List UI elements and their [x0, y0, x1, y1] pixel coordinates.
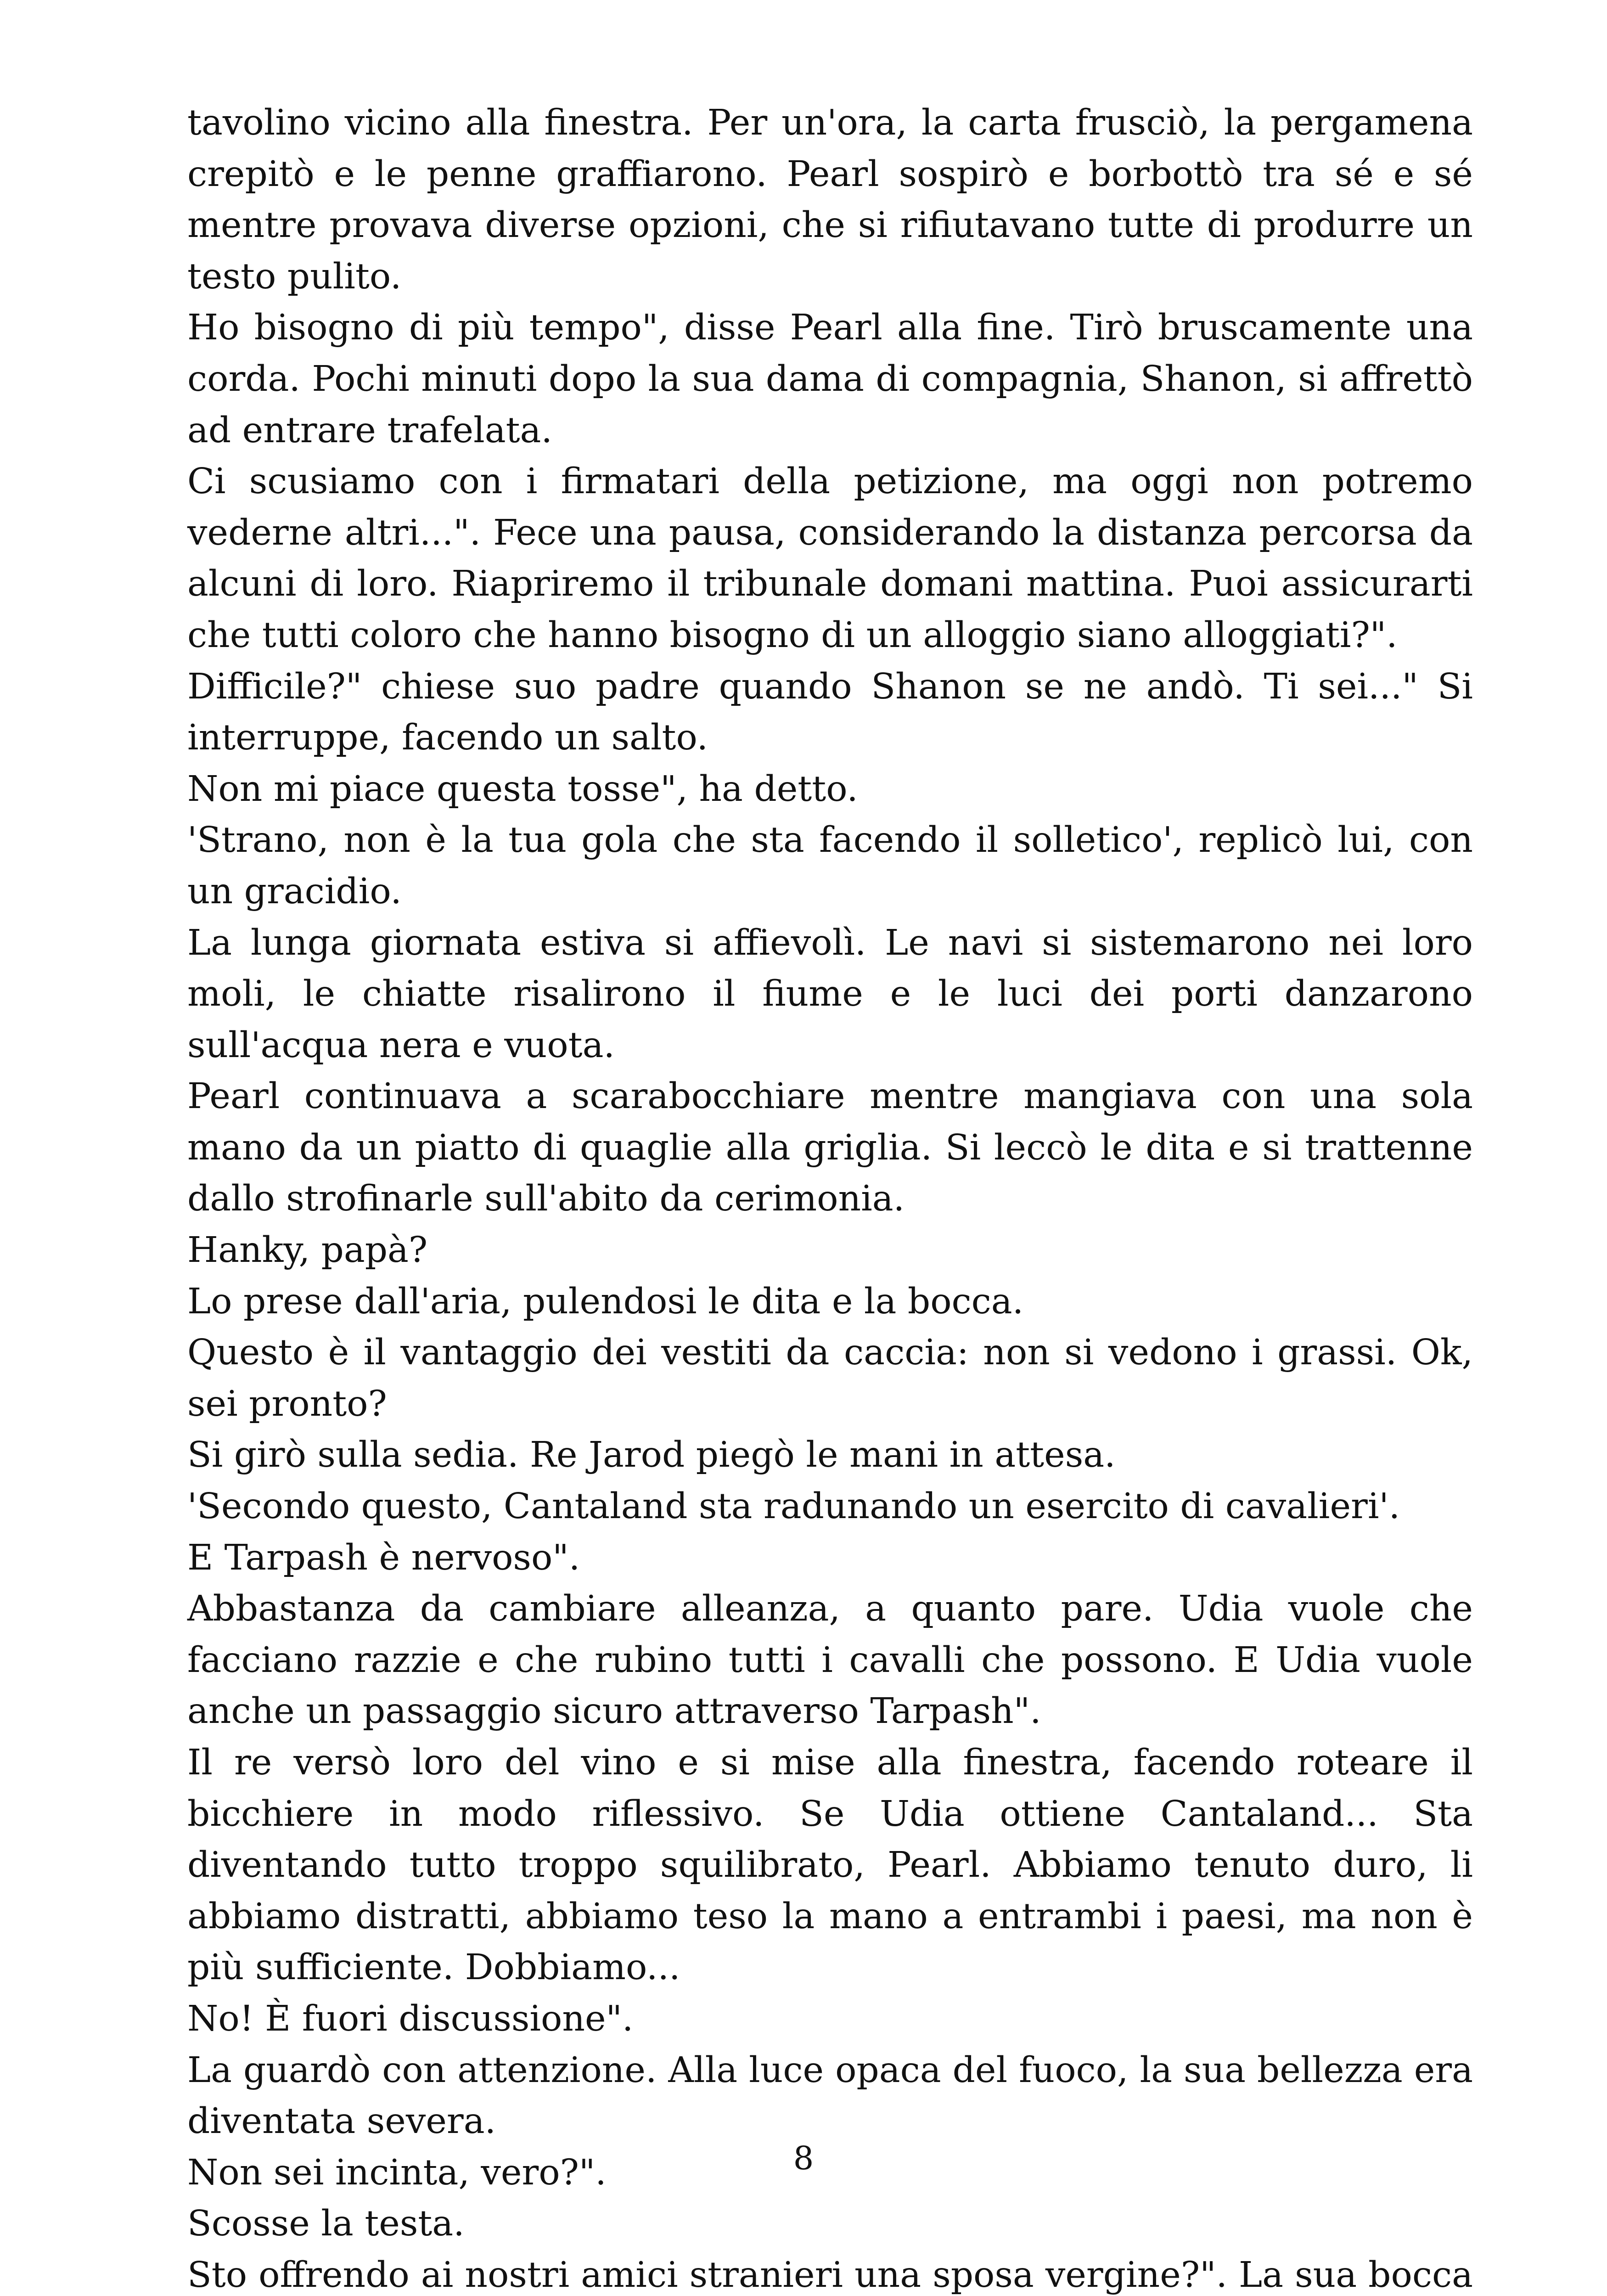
paragraph: Abbastanza da cambiare alleanza, a quanto pare. Udia vuole che facciano razzie e che rubino tutti i cavalli che possono. E Udia vuole anche un passaggio sicuro attraverso Tarpash".: [187, 1588, 1473, 1732]
paragraph: Ho bisogno di più tempo", disse Pearl alla fine. Tirò bruscamente una corda. Pochi minuti dopo la sua dama di compagnia, Shanon, si affrettò ad entrare trafelata.: [187, 307, 1473, 451]
paragraph: Difficile?" chiese suo padre quando Shanon se ne andò. Ti sei..." Si interruppe, facendo un salto.: [187, 666, 1473, 759]
paragraph: No! È fuori discussione".: [187, 1998, 634, 2039]
paragraph: La guardò con attenzione. Alla luce opaca del fuoco, la sua bellezza era diventata severa.: [187, 2049, 1473, 2142]
paragraph: 'Secondo questo, Cantaland sta radunando un esercito di cavalieri'.: [187, 1486, 1400, 1527]
paragraph: Ci scusiamo con i firmatari della petizione, ma oggi non potremo vederne altri...". Fece una pausa, considerando la distanza percorsa da alcuni di loro. Riapriremo il tribunale domani mattina. Puoi assicurarti che tutti coloro che hanno bisogno di un alloggio siano alloggiati?".: [187, 461, 1473, 656]
paragraph: Sto offrendo ai nostri amici stranieri una sposa vergine?". La sua bocca: [187, 2254, 1473, 2296]
paragraph: Hanky, papà?: [187, 1230, 428, 1271]
paragraph: 'Strano, non è la tua gola che sta facendo il solletico', replicò lui, con un gracidio.: [187, 820, 1473, 912]
body-text: [187, 97, 1473, 2296]
paragraph: Questo è il vantaggio dei vestiti da caccia: non si vedono i grassi. Ok, sei pronto?: [187, 1332, 1473, 1424]
paragraph: Non sei incinta, vero?".: [187, 2152, 607, 2193]
paragraph: E Tarpash è nervoso".: [187, 1537, 580, 1578]
paragraph: Pearl continuava a scarabocchiare mentre mangiava con una sola mano da un piatto di quaglie alla griglia. Si leccò le dita e si trattenne dallo strofinarle sull'abito da cerimonia.: [187, 1076, 1473, 1220]
paragraph: Si girò sulla sedia. Re Jarod piegò le mani in attesa.: [187, 1435, 1116, 1476]
paragraph: La lunga giornata estiva si affievolì. Le navi si sistemarono nei loro moli, le chiatte risalirono il fiume e le luci dei porti danzarono sull'acqua nera e vuota.: [187, 922, 1473, 1066]
paragraph: Il re versò loro del vino e si mise alla finestra, facendo roteare il bicchiere in modo riflessivo. Se Udia ottiene Cantaland... Sta diventando tutto troppo squilibrato, Pearl. Abbiamo tenuto duro, li abbiamo distratti, abbiamo teso la mano a entrambi i paesi, ma non è più sufficiente. Dobbiamo...: [187, 1742, 1473, 1988]
paragraph: Lo prese dall'aria, pulendosi le dita e la bocca.: [187, 1281, 1024, 1322]
paragraph: Non mi piace questa tosse", ha detto.: [187, 768, 858, 810]
paragraph: tavolino vicino alla finestra. Per un'ora, la carta frusciò, la pergamena crepitò e le penne graffiarono. Pearl sospirò e borbottò tra sé e sé mentre provava diverse opzioni, che si rifiutavano tutte di produrre un testo pulito.: [187, 102, 1473, 297]
page-number: 8: [793, 2139, 814, 2177]
paragraph: Scosse la testa.: [187, 2203, 465, 2245]
